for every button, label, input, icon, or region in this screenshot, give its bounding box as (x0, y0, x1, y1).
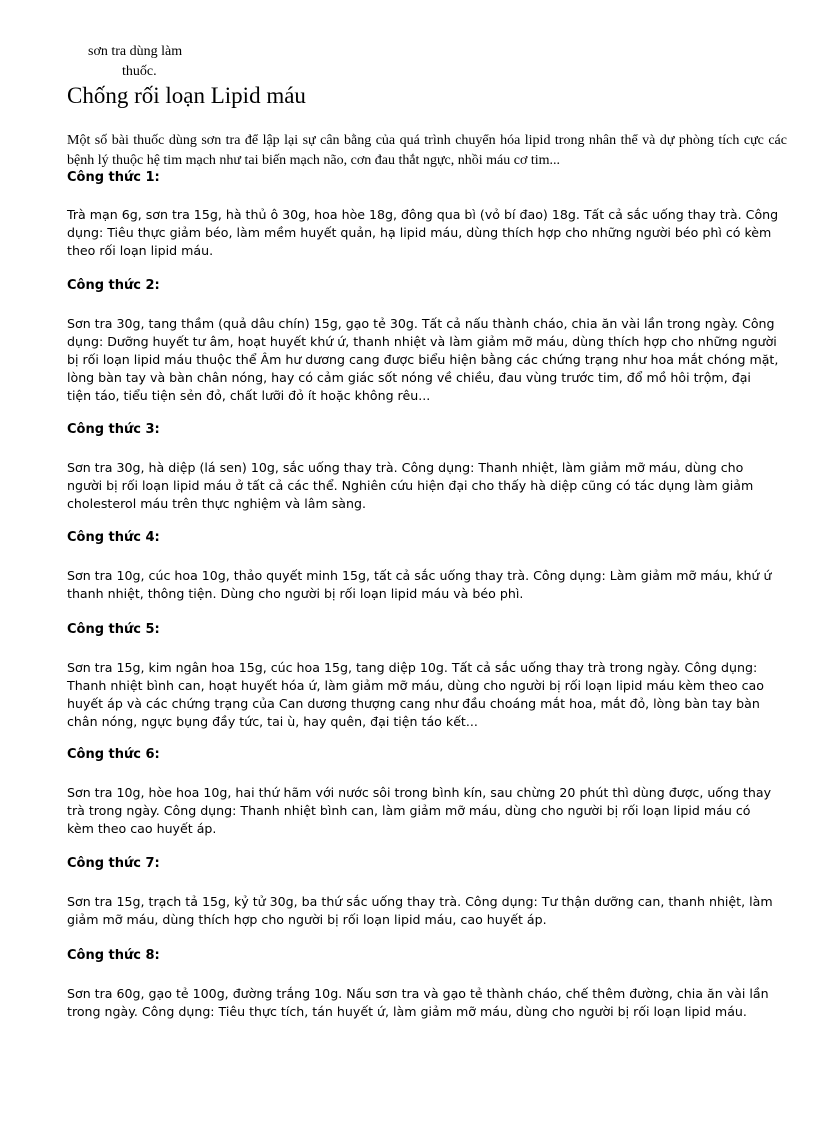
formula-6-text: Sơn tra 10g, hòe hoa 10g, hai thứ hãm với nước sôi trong bình kín, sau chừng 20 phút thì dùng được, uống thay trà trong ngày. Công dụng: Thanh nhiệt bình can, làm giảm mỡ máu, dùng cho người bị rối loạn lipid máu có kèm theo cao huyết áp. (67, 785, 772, 836)
formula-2-heading: Công thức 2: (67, 278, 160, 293)
formula-4-heading: Công thức 4: (67, 530, 160, 545)
formula-2-text: Sơn tra 30g, tang thầm (quả dâu chín) 15g, gạo tẻ 30g. Tất cả nấu thành cháo, chia ăn vài lần trong ngày. Công dụng: Dưỡng huyết tư âm, hoạt huyết khứ ứ, thanh nhiệt và làm giảm mỡ máu, dùng thích hợp cho những người bị rối loạn lipid máu thuộc thể Âm hư dương cang được biểu hiện bằng các chứng trạng như hoa mắt chóng mặt, lòng bàn tay và bàn chân nóng, hay có cảm giác sốt nóng về chiều, đau vùng trước tim, đổ mồ hôi trộm, đại tiện táo, tiểu tiện sẻn đỏ, chất lưỡi đỏ ít hoặc không rêu... (67, 316, 779, 403)
formula-7-text: Sơn tra 15g, trạch tả 15g, kỷ tử 30g, ba thứ sắc uống thay trà. Công dụng: Tư thận dưỡng can, thanh nhiệt, làm giảm mỡ máu, dùng thích hợp cho người bị rối loạn lipid máu, cao huyết áp. (67, 894, 773, 927)
formula-8-text: Sơn tra 60g, gạo tẻ 100g, đường trắng 10g. Nấu sơn tra và gạo tẻ thành cháo, chế thêm đường, chia ăn vài lần trong ngày. Công dụng: Tiêu thực tích, tán huyết ứ, làm giảm mỡ máu, dùng cho người bị rối loạn lipid máu. (67, 986, 769, 1019)
formula-3-text: Sơn tra 30g, hà diệp (lá sen) 10g, sắc uống thay trà. Công dụng: Thanh nhiệt, làm giảm mỡ máu, dùng cho người bị rối loạn lipid máu ở tất cả các thể. Nghiên cứu hiện đại cho thấy hà diệp cũng có tác dụng làm giảm cholesterol máu trên thực nghiệm và lâm sàng. (67, 460, 754, 511)
formula-5-text: Sơn tra 15g, kim ngân hoa 15g, cúc hoa 15g, tang diệp 10g. Tất cả sắc uống thay trà trong ngày. Công dụng: Thanh nhiệt bình can, hoạt huyết hóa ứ, làm giảm mỡ máu, dùng cho người bị rối loạn lipid máu kèm theo cao huyết áp và các chứng trạng của Can dương thượng cang như đầu choáng mắt hoa, mắt đỏ, lòng bàn tay bàn chân nóng, ngực bụng đầy tức, tai ù, hay quên, đại tiện táo kết... (67, 660, 764, 729)
image-caption-line-2: thuốc. (122, 64, 157, 79)
formula-5-heading: Công thức 5: (67, 622, 160, 637)
formula-1-text: Trà mạn 6g, sơn tra 15g, hà thủ ô 30g, hoa hòe 18g, đông qua bì (vỏ bí đao) 18g. Tất cả sắc uống thay trà. Công dụng: Tiêu thực giảm béo, làm mềm huyết quản, hạ lipid máu, dùng thích hợp cho những người béo phì có kèm theo rối loạn lipid máu. (67, 207, 779, 258)
image-caption-line-1: sơn tra dùng làm (88, 44, 183, 59)
formula-1-heading: Công thức 1: (67, 170, 160, 185)
formula-8-heading: Công thức 8: (67, 948, 160, 963)
intro-paragraph: Một số bài thuốc dùng sơn tra để lập lại sự cân bằng của quá trình chuyển hóa lipid trong nhân thể và dự phòng tích cực các bệnh lý thuộc hệ tim mạch như tai biến mạch não, cơn đau thắt ngực, nhồi máu cơ tim... (67, 133, 787, 168)
formula-3-heading: Công thức 3: (67, 422, 160, 437)
formula-4-text: Sơn tra 10g, cúc hoa 10g, thảo quyết minh 15g, tất cả sắc uống thay trà. Công dụng: Làm giảm mỡ máu, khứ ứ thanh nhiệt, thông tiện. Dùng cho người bị rối loạn lipid máu và béo phì. (67, 568, 772, 601)
page-title: Chống rối loạn Lipid máu (67, 83, 306, 108)
formula-6-heading: Công thức 6: (67, 747, 160, 762)
formula-7-heading: Công thức 7: (67, 856, 160, 871)
